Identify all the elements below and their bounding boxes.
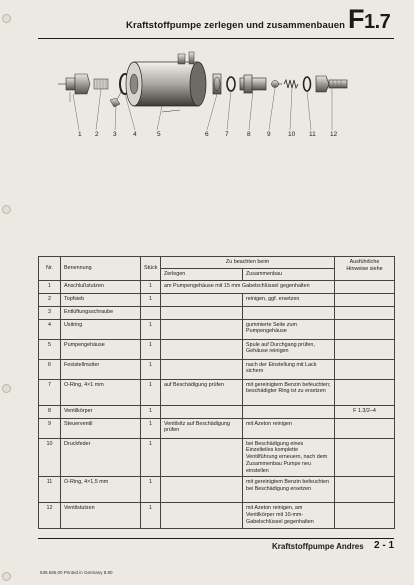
table-row (39, 293, 395, 306)
part-number-label: 5 (157, 131, 161, 138)
part-number-label: 11 (309, 131, 316, 138)
table-row (39, 280, 395, 293)
row-hint (335, 418, 395, 438)
row-disassembly: Ventilsitz auf Beschädigung prüfen (161, 418, 243, 438)
table-row (39, 418, 395, 438)
row-nr: 12 (39, 503, 61, 529)
row-hint (335, 306, 395, 319)
row-qty: 1 (141, 339, 161, 359)
row-hint (335, 319, 395, 339)
header-hints: Ausführliche Hinweise siehe (335, 257, 395, 281)
part-o-ring-small (227, 77, 235, 91)
header-disassembly: Zerlegen (161, 268, 243, 280)
row-qty: 1 (141, 293, 161, 306)
punch-hole (2, 205, 11, 214)
row-qty: 1 (141, 418, 161, 438)
row-hint (335, 379, 395, 405)
table-row (39, 359, 395, 379)
table-row (39, 438, 395, 477)
row-name: Pumpengehäuse (61, 339, 141, 359)
part-pump-housing (126, 52, 206, 112)
punch-hole (2, 572, 11, 581)
part-number-label: 7 (225, 131, 229, 138)
row-disassembly (161, 306, 243, 319)
row-hint (335, 293, 395, 306)
table-row (39, 405, 395, 418)
row-hint (335, 280, 395, 293)
row-name: Steuerventil (61, 418, 141, 438)
row-disassembly (161, 503, 243, 529)
header-assembly: Zusammenbau (243, 268, 335, 280)
row-disassembly (161, 359, 243, 379)
row-disassembly (161, 477, 243, 503)
part-number-label: 2 (95, 131, 99, 138)
punch-hole (2, 14, 11, 23)
header-nr: Nr. (39, 257, 61, 281)
row-disassembly (161, 339, 243, 359)
header-name: Benennung (61, 257, 141, 281)
row-assembly (243, 405, 335, 418)
row-qty: 1 (141, 379, 161, 405)
row-disassembly: auf Beschädigung prüfen (161, 379, 243, 405)
row-disassembly (161, 438, 243, 477)
part-compression-spring (284, 80, 298, 88)
row-nr: 6 (39, 359, 61, 379)
row-nr: 9 (39, 418, 61, 438)
row-name: Usitring (61, 319, 141, 339)
part-number-label: 1 (78, 131, 82, 138)
table-row (39, 319, 395, 339)
row-name: O-Ring, 4×1,5 mm (61, 477, 141, 503)
row-qty: 1 (141, 477, 161, 503)
page-title: Kraftstoffpumpe zerlegen und zusammenbauen (126, 20, 346, 31)
table-row (39, 306, 395, 319)
row-qty: 1 (141, 359, 161, 379)
row-qty: 1 (141, 438, 161, 477)
row-nr: 10 (39, 438, 61, 477)
part-number-label: 12 (330, 131, 338, 138)
row-name: Topfsieb (61, 293, 141, 306)
row-disassembly (161, 319, 243, 339)
row-assembly: mit gereinigtem Benzin befeuchten; beschädigter Ring ist zu ersetzen (243, 379, 335, 405)
row-hint (335, 339, 395, 359)
part-valve-stub (316, 76, 347, 92)
row-name: Anschlußstutzen (61, 280, 141, 293)
part-o-ring-large (304, 77, 311, 91)
row-qty (141, 306, 161, 319)
table-row (39, 503, 395, 529)
row-nr: 8 (39, 405, 61, 418)
row-nr: 4 (39, 319, 61, 339)
part-control-valve (272, 81, 283, 88)
row-hint (335, 477, 395, 503)
punch-hole (2, 384, 11, 393)
row-name: Feststellmutter (61, 359, 141, 379)
row-nr: 7 (39, 379, 61, 405)
row-assembly: Spule auf Durchgang prüfen, Gehäuse reinigen (243, 339, 335, 359)
table-row (39, 339, 395, 359)
row-nr: 11 (39, 477, 61, 503)
row-assembly: mit gereinigtem Benzin befeuchten bei Beschädigung ersetzen (243, 477, 335, 503)
row-disassembly (161, 405, 243, 418)
row-hint (335, 503, 395, 529)
row-assembly: gummierte Seite zum Pumpengehäuse (243, 319, 335, 339)
row-name: Ventilkörper (61, 405, 141, 418)
print-note: 539.695.00 Printed in Germany 8.80 (40, 570, 113, 575)
row-name: Druckfeder (61, 438, 141, 477)
header-notes: Zu beachten beim (161, 257, 335, 269)
part-number-label: 4 (133, 131, 137, 138)
part-number-label: 8 (247, 131, 251, 138)
row-name: Entlüftungsschraube (61, 306, 141, 319)
part-connector-fitting (58, 74, 90, 102)
row-assembly (243, 306, 335, 319)
header-rule (38, 38, 394, 39)
row-name: O-Ring, 4×1 mm (61, 379, 141, 405)
row-disassembly (161, 293, 243, 306)
row-assembly: reinigen, ggf. ersetzen (243, 293, 335, 306)
part-number-label: 3 (113, 131, 117, 138)
page-number: 2 - 1 (374, 540, 395, 551)
part-number-label: 6 (205, 131, 209, 138)
row-qty: 1 (141, 405, 161, 418)
part-lock-nut (213, 74, 221, 94)
table-row (39, 477, 395, 503)
row-disassembly: am Pumpengehäuse mit 15 mm Gabelschlüssel gegenhalten (161, 280, 335, 293)
footer-rule (38, 538, 394, 539)
part-sieve (94, 79, 108, 89)
row-assembly: mit Azeton reinigen (243, 418, 335, 438)
row-assembly: bei Beschädigung eines Einzelteiles komplette Ventilführung erneuern, nach dem Zusammenbau Pumpe neu einstellen (243, 438, 335, 477)
row-nr: 5 (39, 339, 61, 359)
table-row (39, 379, 395, 405)
part-number-label: 10 (288, 131, 296, 138)
section-code: F1.7 (348, 4, 391, 34)
part-bleed-screw (110, 90, 122, 107)
row-nr: 3 (39, 306, 61, 319)
row-hint (335, 438, 395, 477)
row-nr: 2 (39, 293, 61, 306)
row-assembly: mit Azeton reinigen, am Ventilkörper mit 10-mm-Gabelschlüssel gegenhalten (243, 503, 335, 529)
row-hint: F 1.3/2–4 (335, 405, 395, 418)
row-qty: 1 (141, 280, 161, 293)
row-nr: 1 (39, 280, 61, 293)
row-name: Ventilstutzen (61, 503, 141, 529)
header-qty: Stück (141, 257, 161, 281)
footer-title: Kraftstoffpumpe Andres (272, 542, 364, 551)
row-assembly: nach der Einstellung mit Lack sichern (243, 359, 335, 379)
row-qty: 1 (141, 319, 161, 339)
parts-table (38, 256, 395, 529)
part-number-label: 9 (267, 131, 271, 138)
row-hint (335, 359, 395, 379)
row-qty: 1 (141, 503, 161, 529)
